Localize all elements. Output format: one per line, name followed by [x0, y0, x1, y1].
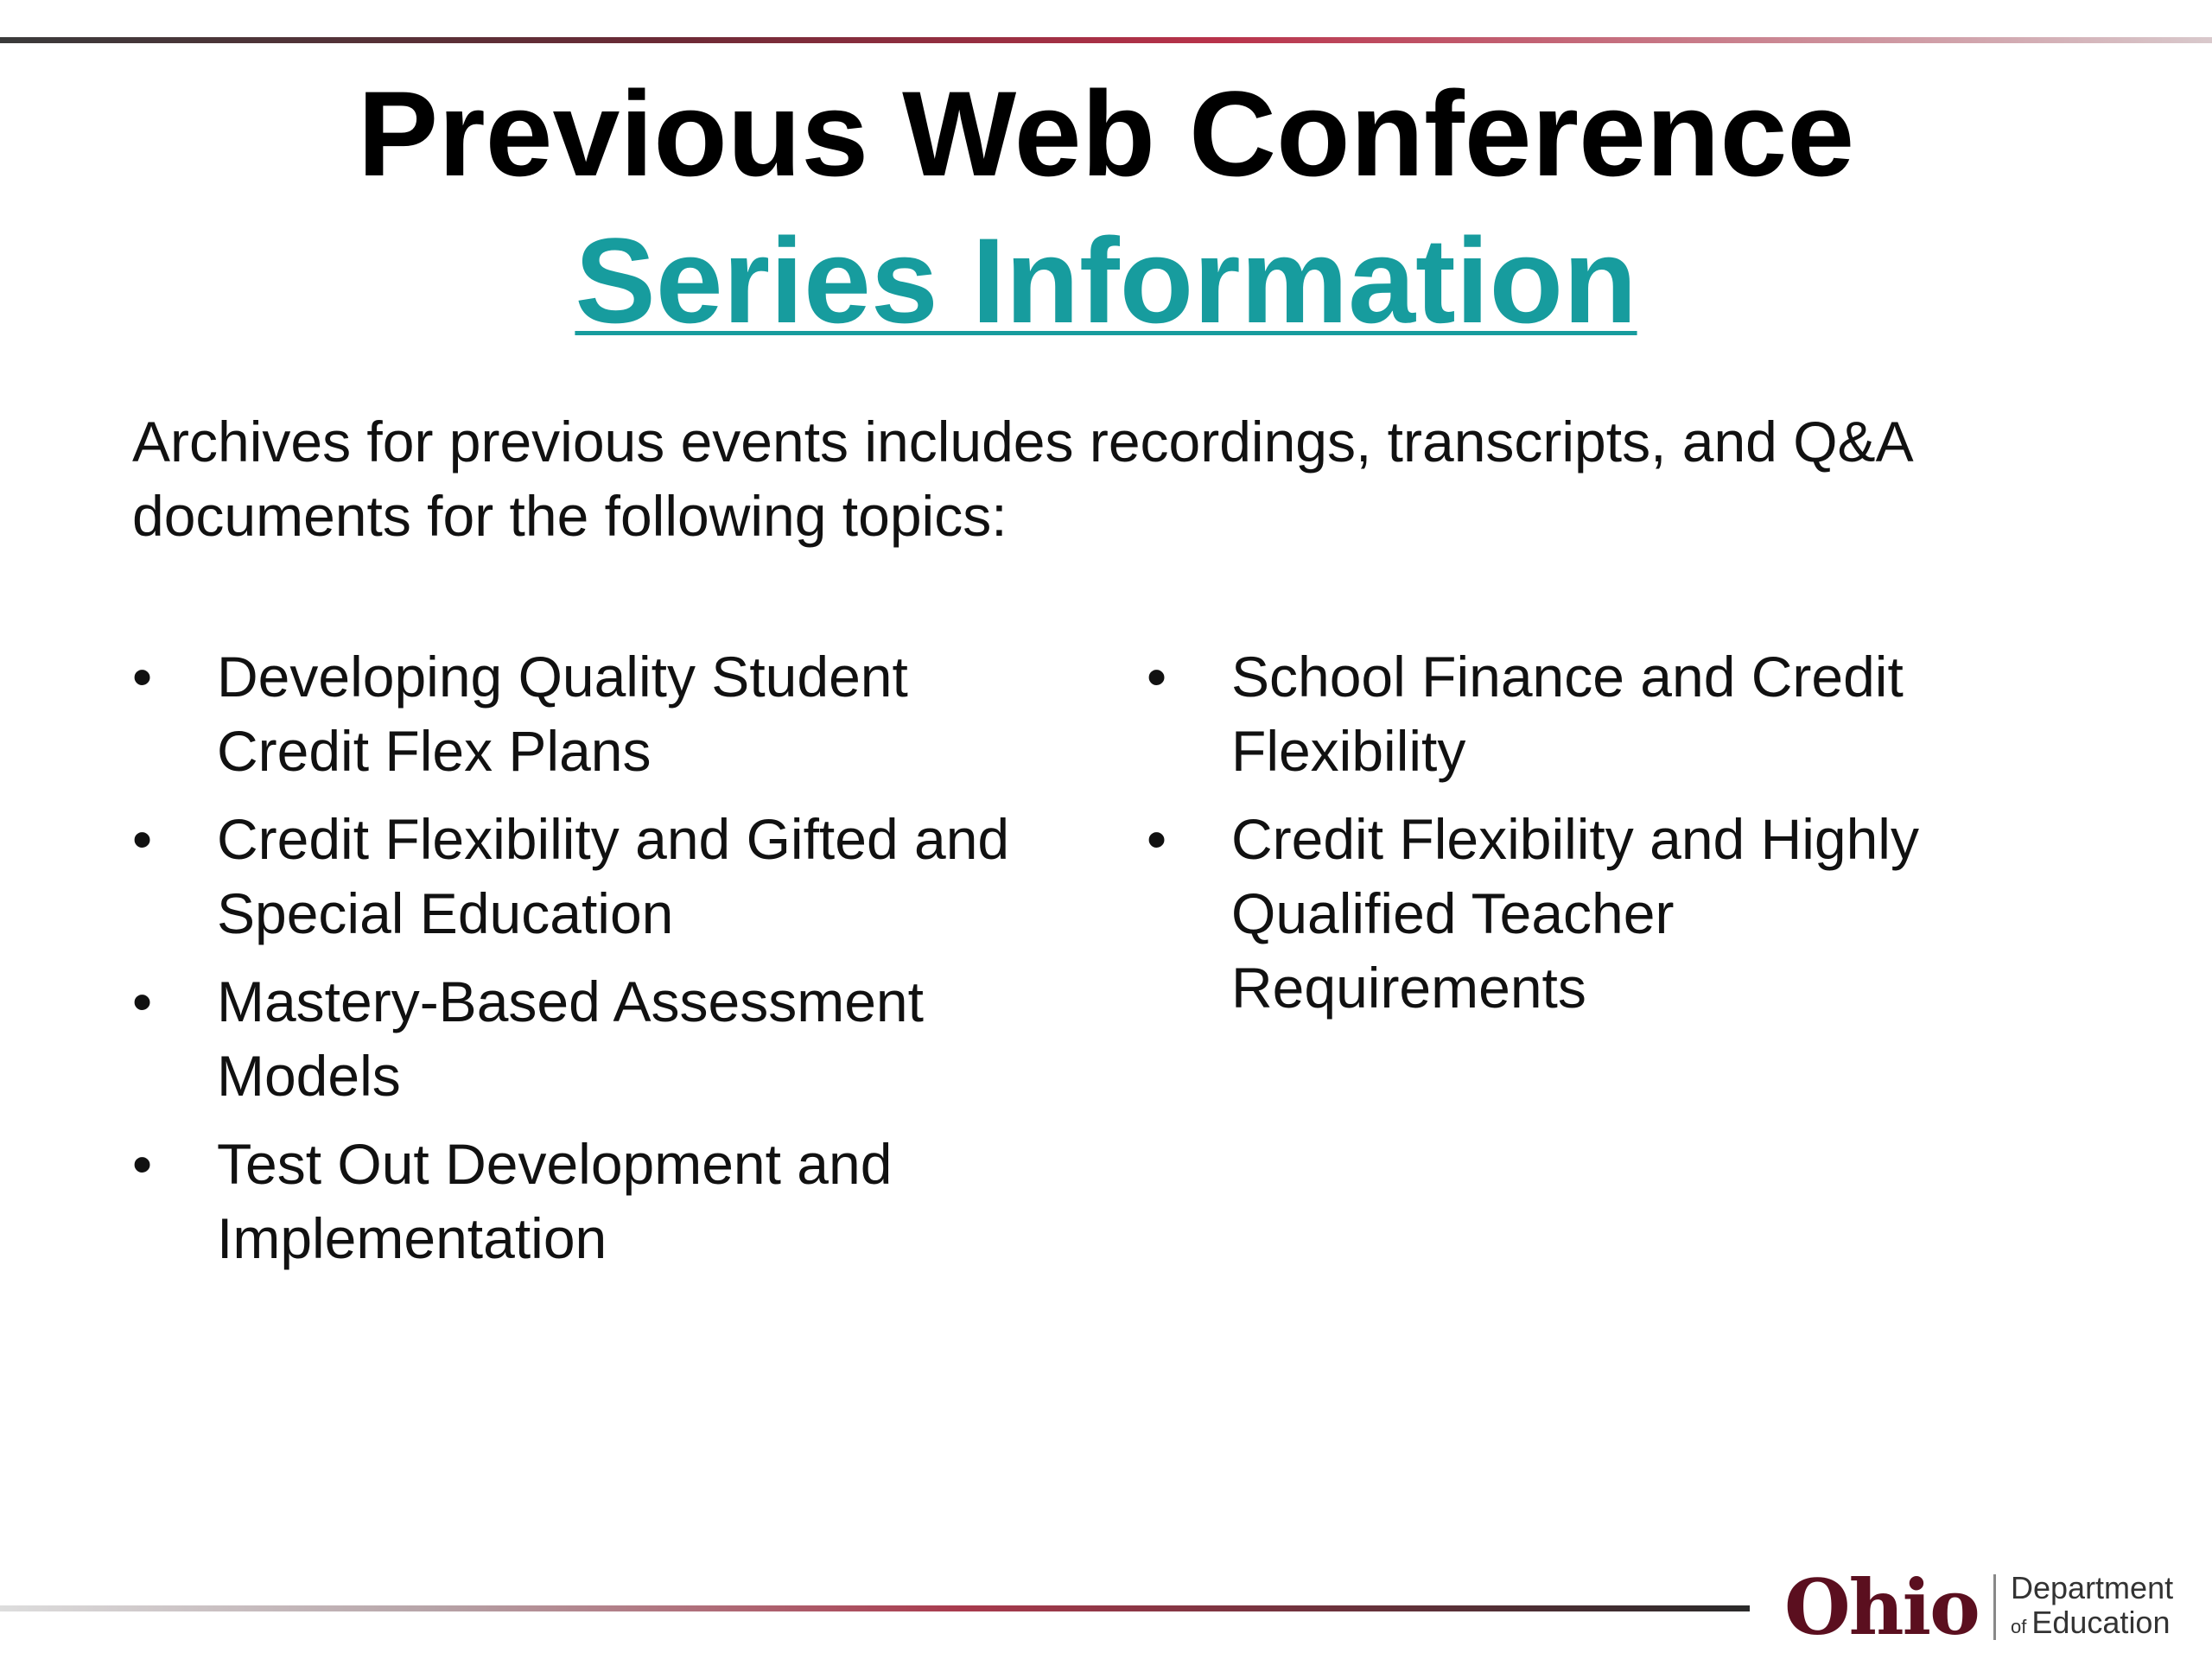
- logo-of-text: of: [2011, 1616, 2027, 1637]
- logo-education-text: Education: [2031, 1605, 2171, 1640]
- logo-department-line2: [2011, 1605, 2173, 1644]
- topic-text: Developing Quality Student Credit Flex Plans: [217, 645, 908, 783]
- list-item: [1147, 639, 2028, 788]
- topic-text: Credit Flexibility and Gifted and Special Education: [217, 807, 1010, 945]
- logo-divider: [1993, 1574, 1996, 1640]
- bullet-icon: •: [132, 1132, 153, 1196]
- logo-department-line1: Department: [2011, 1570, 2174, 1605]
- bullet-icon: •: [132, 807, 153, 871]
- bullet-icon: •: [132, 969, 153, 1033]
- list-item: [132, 639, 1014, 788]
- bullet-icon: •: [1147, 645, 1167, 709]
- list-item: [132, 1127, 1014, 1275]
- bullet-icon: •: [1147, 807, 1167, 871]
- list-item: [132, 964, 1014, 1113]
- ohio-department-of-education-logo: [1784, 1564, 2199, 1650]
- bullet-icon: •: [132, 645, 153, 709]
- logo-department-text: [2011, 1571, 2173, 1644]
- list-item: [132, 802, 1014, 950]
- topics-list-right: [1147, 639, 2028, 1039]
- topic-text: Test Out Development and Implementation: [217, 1132, 893, 1270]
- topic-text: School Finance and Credit Flexibility: [1231, 645, 1904, 783]
- intro-paragraph: Archives for previous events includes recordings, transcripts, and Q&A documents for the following topics:: [132, 410, 1910, 548]
- topic-text: Credit Flexibility and Highly Qualified Teacher Requirements: [1231, 807, 1919, 1020]
- bottom-divider-rule: [0, 1605, 1750, 1611]
- top-divider-rule: [0, 37, 2212, 43]
- slide-title-link-line: [0, 207, 2212, 354]
- topic-text: Mastery-Based Assessment Models: [217, 969, 924, 1108]
- slide-title: Previous Web Conference: [357, 66, 1855, 201]
- list-item: [1147, 802, 2028, 1025]
- series-information-link[interactable]: Series Information: [575, 213, 1637, 348]
- logo-ohio-wordmark: Ohio: [1784, 1562, 1979, 1652]
- topics-list-left: [132, 639, 1014, 1289]
